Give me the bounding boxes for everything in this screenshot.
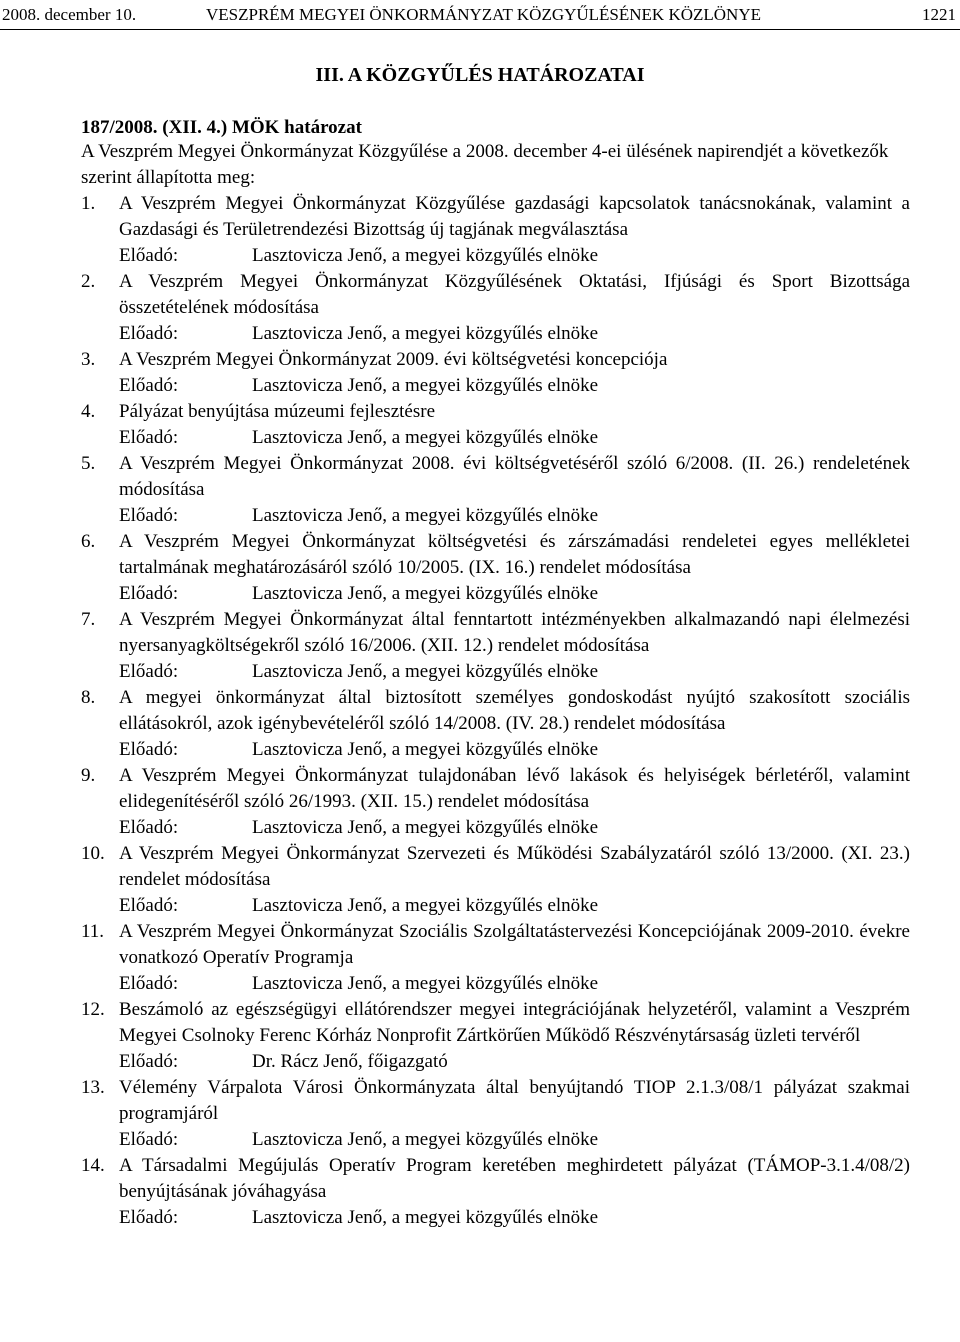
agenda-item-presenter (119, 1127, 910, 1153)
agenda-item-text: A Társadalmi Megújulás Operatív Program keretében meghirdetett pályázat (TÁMOP-3.1.4/08/2) benyújtásának jóváhagyása (119, 1155, 910, 1202)
resolution-intro: A Veszprém Megyei Önkormányzat Közgyűlése a 2008. december 4-ei ülésének napirendjét a következők szerint állapította meg: (81, 141, 889, 188)
presenter-name: Lasztovicza Jenő, a megyei közgyűlés elnöke (252, 973, 599, 994)
presenter-label: Előadó: (119, 661, 179, 682)
agenda-item-number: 14. (81, 1155, 105, 1176)
presenter-label: Előadó: (119, 817, 179, 838)
agenda-item (81, 399, 910, 451)
agenda-item-number: 10. (81, 843, 105, 864)
agenda-item-presenter (119, 425, 910, 451)
presenter-name: Lasztovicza Jenő, a megyei közgyűlés elnöke (252, 375, 599, 396)
agenda-item (81, 841, 910, 919)
presenter-label: Előadó: (119, 1129, 179, 1150)
agenda-item-number: 5. (81, 453, 96, 474)
agenda-item-presenter (119, 581, 910, 607)
presenter-name: Lasztovicza Jenő, a megyei közgyűlés elnöke (252, 1129, 599, 1150)
journal-title: VESZPRÉM MEGYEI ÖNKORMÁNYZAT KÖZGYŰLÉSÉNEK KÖZLÖNYE (206, 5, 761, 24)
agenda-item-presenter (119, 243, 910, 269)
agenda-item-number: 1. (81, 193, 96, 214)
agenda-item-presenter (119, 321, 910, 347)
agenda-item-number: 3. (81, 349, 96, 370)
presenter-name: Lasztovicza Jenő, a megyei közgyűlés elnöke (252, 739, 599, 760)
agenda-item-number: 8. (81, 687, 96, 708)
agenda-item-text: A Veszprém Megyei Önkormányzat Közgyűlése gazdasági kapcsolatok tanácsnokának, valamint a Gazdasági és Területrendezési Bizottság új tagjának megválasztása (119, 193, 910, 240)
agenda-item-presenter (119, 1049, 910, 1075)
agenda-item-presenter (119, 893, 910, 919)
agenda-item (81, 919, 910, 997)
presenter-name: Lasztovicza Jenő, a megyei közgyűlés elnöke (252, 895, 599, 916)
presenter-name: Lasztovicza Jenő, a megyei közgyűlés elnöke (252, 505, 599, 526)
presenter-label: Előadó: (119, 739, 179, 760)
agenda-item-presenter (119, 737, 910, 763)
agenda-item-number: 9. (81, 765, 96, 786)
agenda-item-number: 12. (81, 999, 105, 1020)
agenda-item-text: Vélemény Várpalota Városi Önkormányzata által benyújtandó TIOP 2.1.3/08/1 pályázat szakmai programjáról (119, 1077, 910, 1124)
agenda-item (81, 997, 910, 1075)
agenda-item (81, 1075, 910, 1153)
presenter-label: Előadó: (119, 375, 179, 396)
agenda-item-number: 11. (81, 921, 105, 942)
agenda-item-text: A Veszprém Megyei Önkormányzat Közgyűlésének Oktatási, Ifjúsági és Sport Bizottsága összetételének módosítása (119, 271, 910, 318)
presenter-name: Lasztovicza Jenő, a megyei közgyűlés elnöke (252, 323, 599, 344)
agenda-item-number: 2. (81, 271, 96, 292)
agenda-item (81, 685, 910, 763)
presenter-label: Előadó: (119, 427, 179, 448)
presenter-label: Előadó: (119, 323, 179, 344)
header-divider (0, 29, 960, 30)
agenda-item-presenter (119, 1205, 910, 1231)
agenda-item (81, 269, 910, 347)
agenda-item (81, 347, 910, 399)
agenda-item-text: A Veszprém Megyei Önkormányzat tulajdonában lévő lakások és helyiségek bérletéről, valamint elidegenítéséről szóló 26/1993. (XII. 15.) rendelet módosítása (119, 765, 910, 812)
agenda-item-presenter (119, 373, 910, 399)
presenter-name: Lasztovicza Jenő, a megyei közgyűlés elnöke (252, 583, 599, 604)
presenter-label: Előadó: (119, 973, 179, 994)
agenda-item-presenter (119, 815, 910, 841)
agenda-item-text: A Veszprém Megyei Önkormányzat Szociális Szolgáltatástervezési Koncepciójának 2009-2010. évekre vonatkozó Operatív Programja (119, 921, 910, 968)
agenda-item-text: A Veszprém Megyei Önkormányzat 2008. évi költségvetéséről szóló 6/2008. (II. 26.) rendeletének módosítása (119, 453, 910, 500)
agenda-item-number: 6. (81, 531, 96, 552)
presenter-name: Lasztovicza Jenő, a megyei közgyűlés elnöke (252, 245, 599, 266)
presenter-label: Előadó: (119, 1207, 179, 1228)
agenda-item-text: A megyei önkormányzat által biztosított személyes gondoskodást nyújtó szakosított szociális ellátásokról, azok igénybevételéről szóló 14/2008. (IV. 28.) rendelet módosítása (119, 687, 910, 734)
agenda-item-text: A Veszprém Megyei Önkormányzat Szervezeti és Működési Szabályzatáról szóló 13/2000. (XI. 23.) rendelet módosítása (119, 843, 910, 890)
section-title: III. A KÖZGYŰLÉS HATÁROZATAI (315, 64, 645, 86)
agenda-item-presenter (119, 971, 910, 997)
presenter-label: Előadó: (119, 245, 179, 266)
agenda-item-number: 13. (81, 1077, 105, 1098)
presenter-label: Előadó: (119, 505, 179, 526)
presenter-label: Előadó: (119, 1051, 179, 1072)
presenter-label: Előadó: (119, 583, 179, 604)
issue-date: 2008. december 10. (2, 5, 137, 24)
presenter-label: Előadó: (119, 895, 179, 916)
presenter-name: Lasztovicza Jenő, a megyei közgyűlés elnöke (252, 817, 599, 838)
agenda-list (81, 191, 910, 1231)
agenda-item-text: A Veszprém Megyei Önkormányzat által fenntartott intézményekben alkalmazandó napi élelmezési nyersanyagköltségekről szóló 16/2006. (XII. 12.) rendelet módosítása (119, 609, 910, 656)
page-number: 1221 (922, 5, 956, 24)
resolution-title: 187/2008. (XII. 4.) MÖK határozat (81, 117, 362, 138)
agenda-item-text: A Veszprém Megyei Önkormányzat költségvetési és zárszámadási rendeletei egyes mellékletei tartalmának meghatározásáról szóló 10/2005. (IX. 16.) rendelet módosítása (119, 531, 910, 578)
presenter-name: Dr. Rácz Jenő, főigazgató (252, 1051, 448, 1072)
agenda-item-presenter (119, 503, 910, 529)
agenda-item (81, 1153, 910, 1231)
presenter-name: Lasztovicza Jenő, a megyei közgyűlés elnöke (252, 427, 599, 448)
agenda-item (81, 529, 910, 607)
agenda-item-text: Pályázat benyújtása múzeumi fejlesztésre (119, 401, 436, 422)
presenter-name: Lasztovicza Jenő, a megyei közgyűlés elnöke (252, 1207, 599, 1228)
page-header (0, 4, 960, 26)
agenda-item-number: 4. (81, 401, 96, 422)
agenda-item (81, 191, 910, 269)
agenda-item-text: Beszámoló az egészségügyi ellátórendszer megyei integrációjának helyzetéről, valamint a Veszprém Megyei Csolnoky Ferenc Kórház Nonprofit Zártkörűen Működő Részvénytársaság üzleti tervéről (119, 999, 910, 1046)
agenda-item (81, 763, 910, 841)
agenda-item-presenter (119, 659, 910, 685)
agenda-item-number: 7. (81, 609, 96, 630)
presenter-name: Lasztovicza Jenő, a megyei közgyűlés elnöke (252, 661, 599, 682)
agenda-item-text: A Veszprém Megyei Önkormányzat 2009. évi költségvetési koncepciója (119, 349, 668, 370)
agenda-item (81, 451, 910, 529)
agenda-item (81, 607, 910, 685)
